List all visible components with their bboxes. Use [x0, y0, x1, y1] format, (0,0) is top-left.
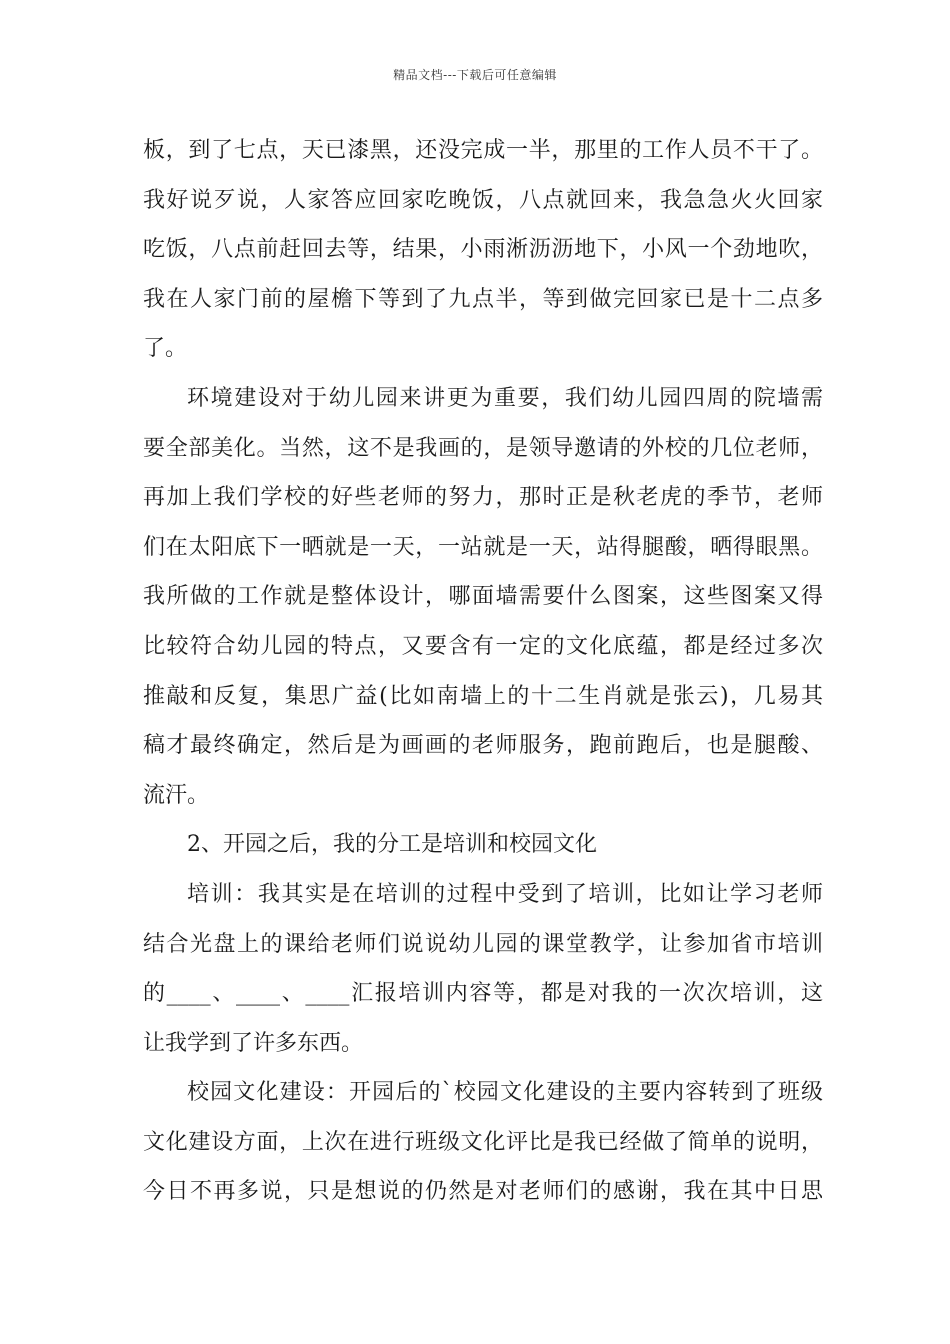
paragraph-first-line: 培训：我其实是在培训的过程中受到了培训，比如让学习老师	[187, 881, 823, 907]
document-body	[143, 126, 823, 1217]
text-line: 结合光盘上的课给老师们说说幼儿园的课堂教学，让参加省市培训	[143, 931, 823, 957]
text-line: 吃饭，八点前赶回去等，结果，小雨淅沥沥地下，小风一个劲地吹，	[143, 237, 823, 263]
text-line: 稿才最终确定，然后是为画画的老师服务，跑前跑后，也是腿酸、	[143, 733, 823, 759]
text-line: 要全部美化。当然，这不是我画的，是领导邀请的外校的几位老师，	[143, 435, 823, 461]
text-line: 流汗。	[143, 782, 210, 808]
text-line: 们在太阳底下一晒就是一天，一站就是一天，站得腿酸，晒得眼黑。	[143, 534, 823, 560]
text-line: 板，到了七点，天已漆黑，还没完成一半，那里的工作人员不干了。	[143, 138, 823, 163]
text-line: 推敲和反复，集思广益(比如南墙上的十二生肖就是张云)，几易其	[143, 683, 823, 709]
text-line: 让我学到了许多东西。	[143, 1030, 364, 1056]
text-line: 了。	[143, 336, 188, 362]
text-line: 的____、____、____汇报培训内容等，都是对我的一次次培训，这	[143, 981, 823, 1007]
section-heading: 2、开园之后，我的分工是培训和校园文化	[187, 832, 597, 858]
text-line: 比较符合幼儿园的特点，又要含有一定的文化底蕴，都是经过多次	[143, 633, 823, 659]
text-line: 我所做的工作就是整体设计，哪面墙需要什么图案，这些图案又得	[143, 584, 823, 610]
text-line: 今日不再多说，只是想说的仍然是对老师们的感谢，我在其中日思	[143, 1179, 823, 1205]
page-header: 精品文档---下载后可任意编辑	[393, 68, 557, 82]
text-line: 我好说歹说，人家答应回家吃晚饭，八点就回来，我急急火火回家	[143, 187, 823, 213]
text-line: 我在人家门前的屋檐下等到了九点半，等到做完回家已是十二点多	[143, 286, 823, 312]
text-line: 文化建设方面，上次在进行班级文化评比是我已经做了简单的说明，	[143, 1129, 823, 1155]
paragraph-first-line: 环境建设对于幼儿园来讲更为重要，我们幼儿园四周的院墙需	[187, 385, 823, 411]
text-line: 再加上我们学校的好些老师的努力，那时正是秋老虎的季节，老师	[143, 485, 823, 511]
paragraph-first-line: 校园文化建设：开园后的`校园文化建设的主要内容转到了班级	[187, 1080, 823, 1106]
